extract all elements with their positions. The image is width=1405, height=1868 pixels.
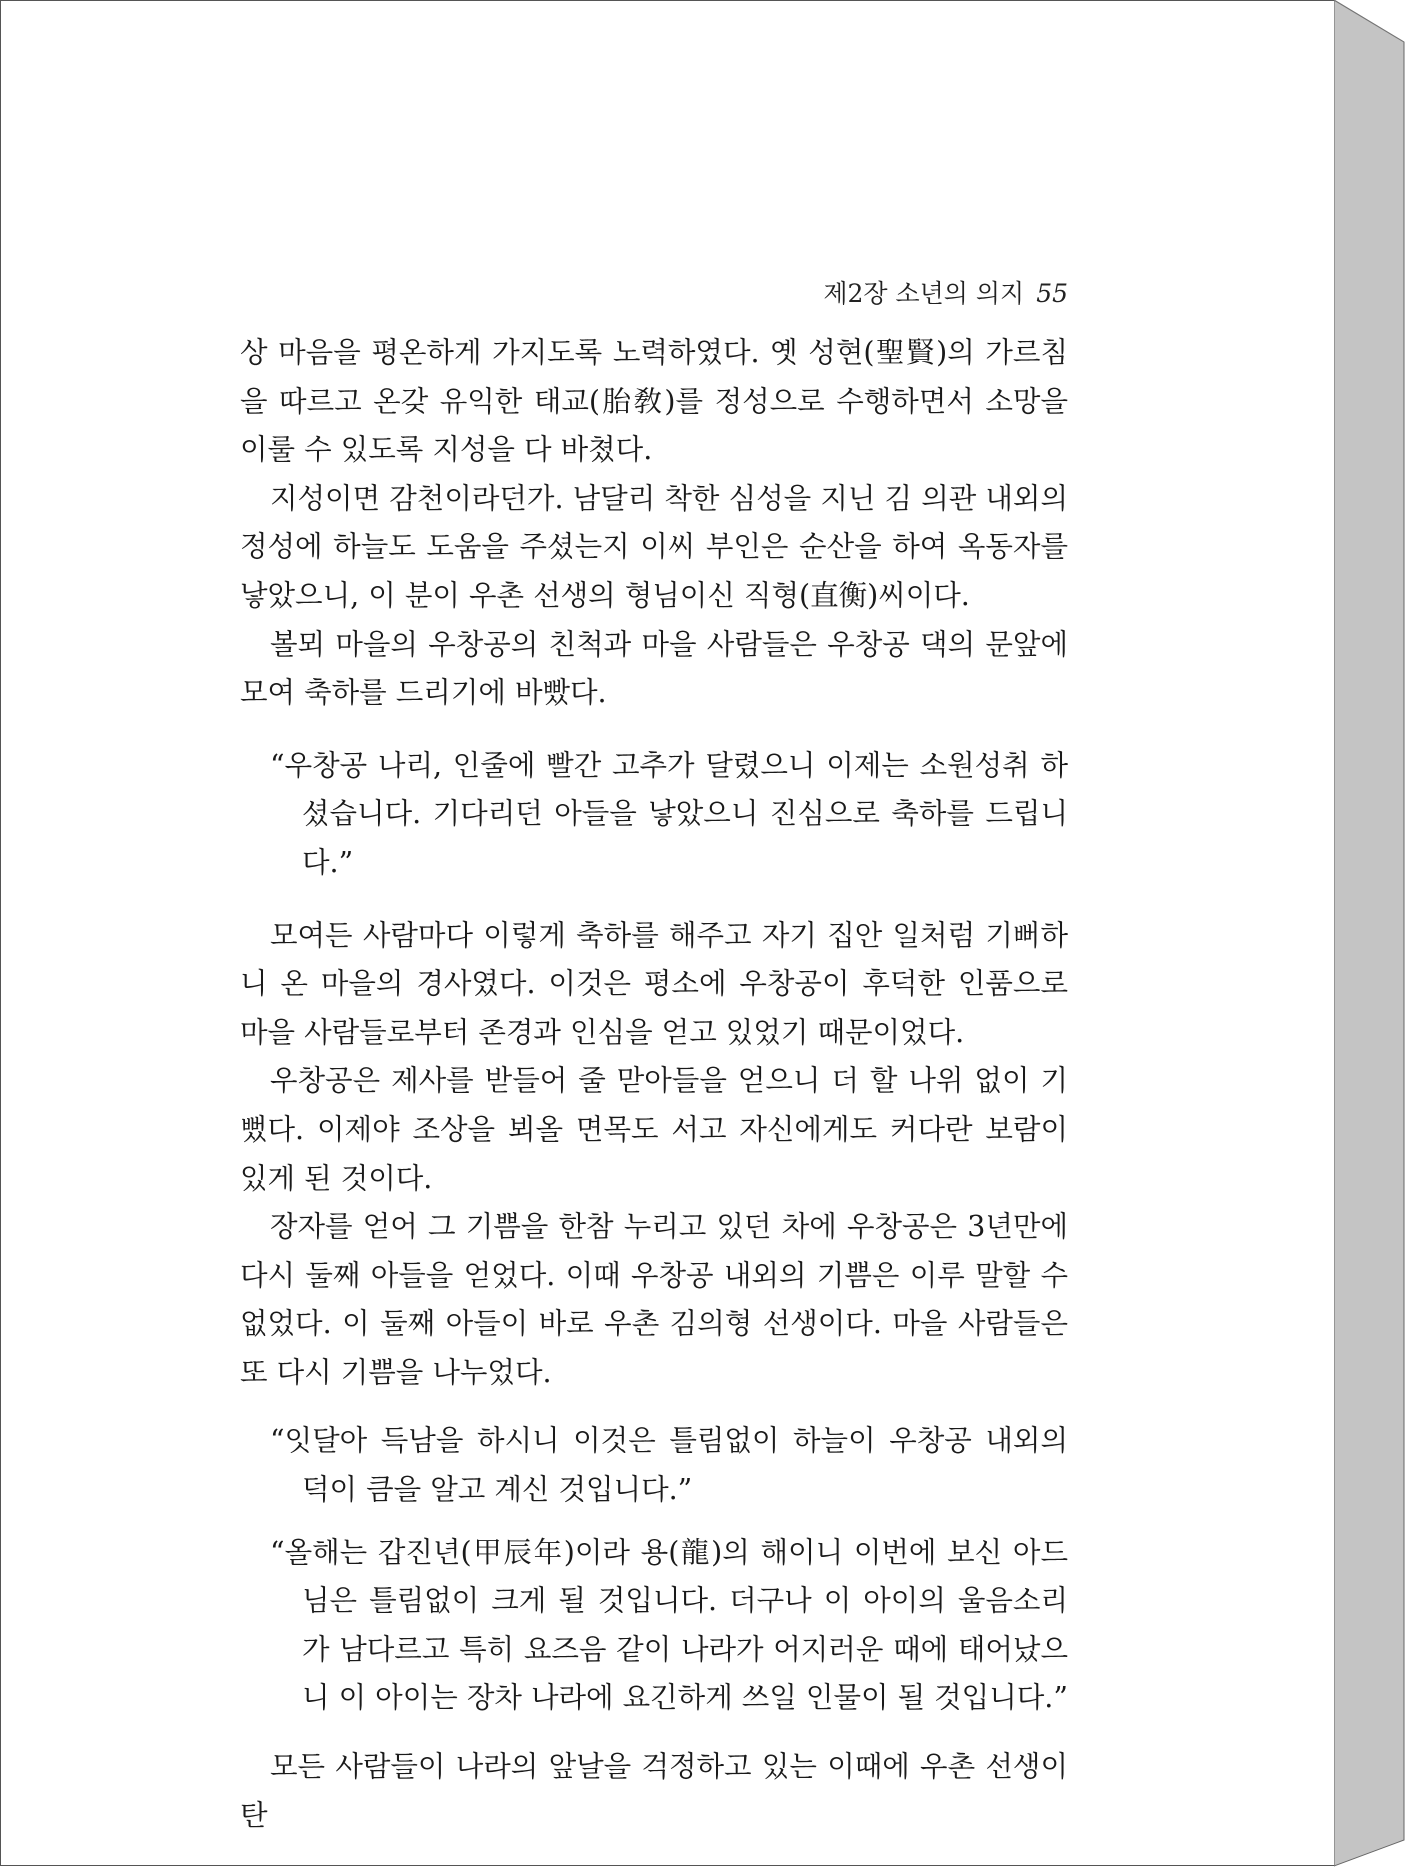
paragraph: 모여든 사람마다 이렇게 축하를 해주고 자기 집안 일처럼 기뻐하니 온 마을의 경사였다. 이것은 평소에 우창공이 후덕한 인품으로 마을 사람들로부터 존경과 인심을 얻고 있었기 때문이었다. xyxy=(240,918,1068,1049)
paragraph: 상 마음을 평온하게 가지도록 노력하였다. 옛 성현(聖賢)의 가르침을 따르고 온갖 유익한 태교(胎敎)를 정성으로 수행하면서 소망을 이룰 수 있도록 지성을 다 바쳤다. xyxy=(240,336,1068,467)
dialogue-quote: “우창공 나리, 인줄에 빨간 고추가 달렸으니 이제는 소원성취 하셨습니다. 기다리던 아들을 낳았으니 진심으로 축하를 드립니다.” xyxy=(270,748,1068,879)
running-header xyxy=(240,274,1068,310)
paragraph: 모든 사람들이 나라의 앞날을 걱정하고 있는 이때에 우촌 선생이 탄 xyxy=(240,1750,1068,1832)
page-number: 55 xyxy=(1036,279,1068,308)
page-stack-edge xyxy=(1334,0,1405,1868)
body-text xyxy=(240,329,1068,1840)
dialogue-quote: “잇달아 득남을 하시니 이것은 틀림없이 하늘이 우창공 내외의 덕이 큼을 알고 계신 것입니다.” xyxy=(270,1424,1068,1507)
paragraph: 우창공은 제사를 받들어 줄 맏아들을 얻으니 더 할 나위 없이 기뻤다. 이제야 조상을 뵈올 면목도 서고 자신에게도 커다란 보람이 있게 된 것이다. xyxy=(240,1064,1068,1195)
paragraph: 볼뫼 마을의 우창공의 친척과 마을 사람들은 우창공 댁의 문앞에 모여 축하를 드리기에 바빴다. xyxy=(240,627,1068,710)
chapter-title: 제2장 소년의 의지 xyxy=(823,279,1025,308)
dialogue-quote: “올해는 갑진년(甲辰年)이라 용(龍)의 해이니 이번에 보신 아드님은 틀림없이 크게 될 것입니다. 더구나 이 아이의 울음소리가 남다르고 특히 요즈음 같이 나라가 어지러운 때에 태어났으니 이 아이는 장차 나라에 요긴하게 쓰일 인물이 될 것입니다.” xyxy=(270,1535,1068,1715)
paragraph: 장자를 얻어 그 기쁨을 한참 누리고 있던 차에 우창공은 3년만에 다시 둘째 아들을 얻었다. 이때 우창공 내외의 기쁨은 이루 말할 수 없었다. 이 둘째 아들이 바로 우촌 김의형 선생이다. 마을 사람들은 또 다시 기쁨을 나누었다. xyxy=(240,1210,1068,1389)
paragraph: 지성이면 감천이라던가. 남달리 착한 심성을 지닌 김 의관 내외의 정성에 하늘도 도움을 주셨는지 이씨 부인은 순산을 하여 옥동자를 낳았으니, 이 분이 우촌 선생의 형님이신 직형(直衡)씨이다. xyxy=(240,481,1068,612)
